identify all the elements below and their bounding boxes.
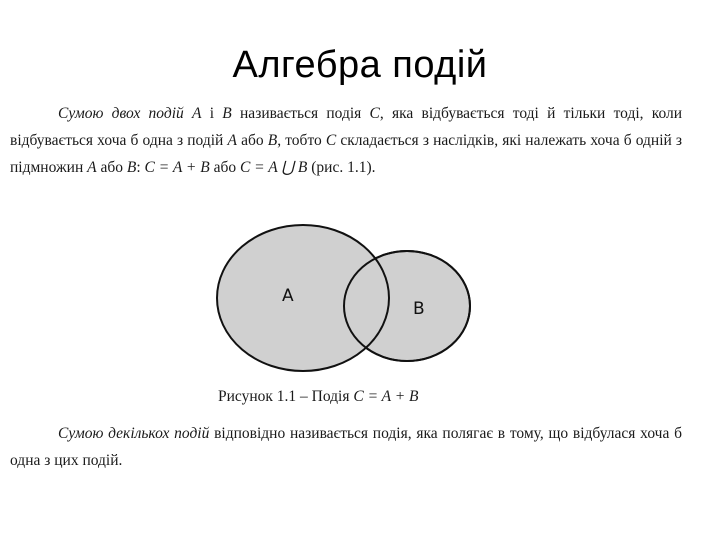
set-b-label: B [413,299,425,319]
symbol-c: C [369,105,380,122]
formula-sum: C = A + B [144,159,210,176]
text-that-is: , тобто [277,132,322,149]
symbol-b: B [222,105,232,122]
colon: : [136,159,141,176]
caption-formula: C = A + B [353,388,419,405]
term-sum-of-several-events: Сумою декількох подій [58,425,210,442]
symbol-b: B [126,159,137,176]
definition-multi-paragraph [10,420,682,474]
caption-text: Рисунок 1.1 – Подія [218,388,350,405]
text-consists-of-outcomes: складається з наслідків, які належать хоча б одній з підмножин [10,132,683,176]
symbol-a: A [87,159,97,176]
term-sum-of-two-events: Сумою двох подій [58,105,184,122]
venn-diagram [214,222,476,374]
formula-union: C = A ⋃ B [239,159,308,176]
symbol-c: C [325,132,337,149]
word-or: або [213,159,237,176]
set-a-label: A [282,286,294,306]
symbol-b: B [267,132,278,149]
figure-reference: (рис. 1.1). [311,159,376,176]
text-called-event: називається подія [240,105,362,122]
definition-multi-text: відповідно називається подія, яка полягає в тому, що відбулася хоча б одна з цих подій. [10,425,682,469]
figure-caption [218,386,419,408]
symbol-a: A [227,132,237,149]
slide-title: Алгебра подій [232,44,488,86]
word-and: і [209,105,215,122]
text-occurs-when: , яка відбувається тоді й тільки тоді, коли відбувається хоча б одна з подій [10,105,683,149]
word-or: або [100,159,124,176]
word-or: або [241,132,264,149]
set-a-circle [217,225,389,371]
definition-sum-paragraph [10,100,682,181]
symbol-a: A [192,105,202,122]
